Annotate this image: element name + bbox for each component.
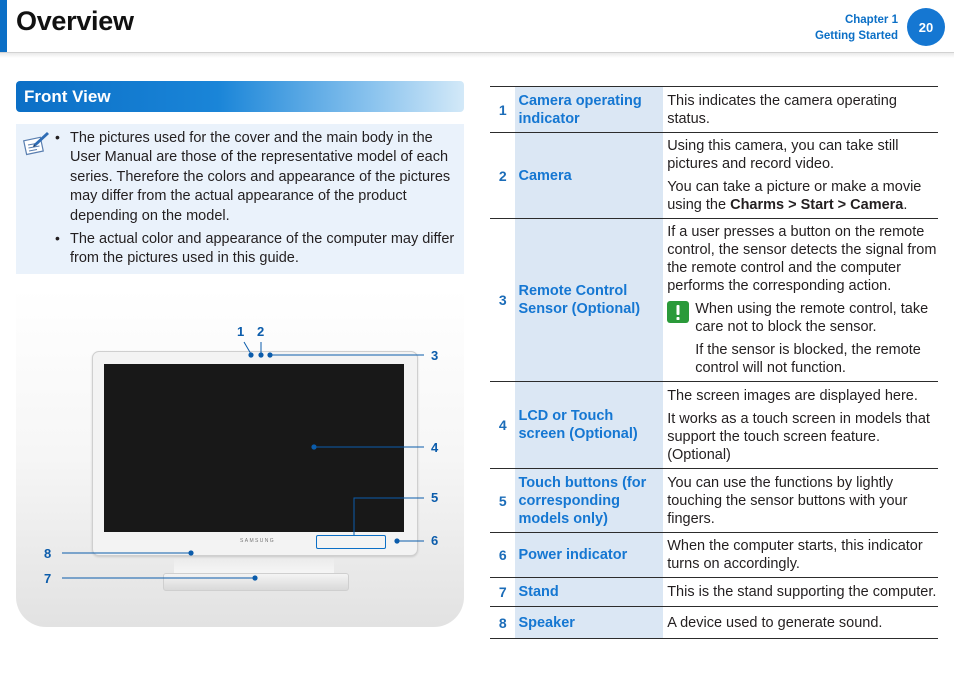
table-row [490, 533, 938, 578]
callout-2: 2 [257, 324, 265, 339]
menu-path: Charms > Start > Camera [730, 197, 904, 213]
note-item-1: The pictures used for the cover and the main body in the User Manual are those of the representative model of each series. Therefore the colors and appearance of the pictures may differ from the actual appearance of the product depending on the model. [70, 130, 451, 224]
chapter-number: Chapter 1 [844, 14, 898, 26]
table-row [490, 133, 938, 219]
component-description: This is the stand supporting the computer. [667, 584, 937, 600]
component-name: Power indicator [515, 533, 663, 578]
caution-note: When using the remote control, take care not to block the sensor. If the sensor is blocked, the remote control will not function. [667, 300, 938, 377]
row-number: 7 [498, 584, 507, 600]
callout-7: 7 [44, 571, 52, 586]
table-row [490, 607, 938, 639]
bullet-marker: • [55, 230, 60, 246]
component-name: Camera [515, 133, 663, 219]
callout-4: 4 [431, 440, 439, 455]
table-row [490, 578, 938, 607]
chapter-name: Getting Started [814, 30, 898, 42]
component-description: A device used to generate sound. [667, 614, 883, 631]
row-number: 3 [498, 292, 507, 308]
caution-icon [667, 301, 689, 323]
component-name: LCD or Touch screen (Optional) [515, 382, 663, 469]
callout-3: 3 [431, 348, 439, 363]
component-name: Touch buttons (for corresponding models only) [515, 469, 663, 533]
page-number-badge: 20 [907, 8, 945, 46]
table-row [490, 87, 938, 133]
component-name: Speaker [515, 607, 663, 639]
row-number: 2 [498, 167, 507, 184]
bullet-marker: • [55, 129, 60, 145]
component-description: This indicates the camera operating status. [667, 92, 897, 127]
row-number: 8 [498, 614, 507, 631]
component-description: The screen images are displayed here. It works as a touch screen in models that support the touch screen feature. (Optional) [667, 387, 930, 463]
row-number: 4 [498, 417, 507, 433]
row-number: 1 [498, 101, 507, 118]
table-row [490, 469, 938, 533]
row-number: 6 [498, 547, 507, 563]
component-table [490, 86, 938, 639]
row-number: 5 [498, 492, 507, 509]
component-name: Stand [515, 578, 663, 607]
component-name: Camera operating indicator [515, 87, 663, 133]
note-item-2: The actual color and appearance of the computer may differ from the pictures used in this guide. [70, 231, 455, 267]
component-description: If a user presses a button on the remote control, the sensor detects the signal from the remote control and the computer performs the corresponding action. When using the remote control, take care not to block the sensor. If the sensor is blocked, the remote control will not function. [667, 224, 937, 376]
component-description: When the computer starts, this indicator turns on accordingly. [667, 538, 923, 572]
component-name: Remote Control Sensor (Optional) [515, 219, 663, 382]
callout-1: 1 [237, 324, 245, 339]
callout-8: 8 [44, 546, 52, 561]
table-row [490, 219, 938, 382]
component-description: Using this camera, you can take still pictures and record video. You can take a picture or make a movie using the Charms > Start > Camera. [667, 138, 922, 213]
table-row [490, 382, 938, 469]
page-title: Overview [16, 6, 134, 36]
callout-6: 6 [431, 533, 439, 548]
section-title: Front View [24, 87, 111, 106]
component-description: You can use the functions by lightly touching the sensor buttons with your fingers. [667, 474, 908, 527]
brand-label: SAMSUNG [240, 538, 276, 544]
callout-5: 5 [431, 490, 439, 505]
